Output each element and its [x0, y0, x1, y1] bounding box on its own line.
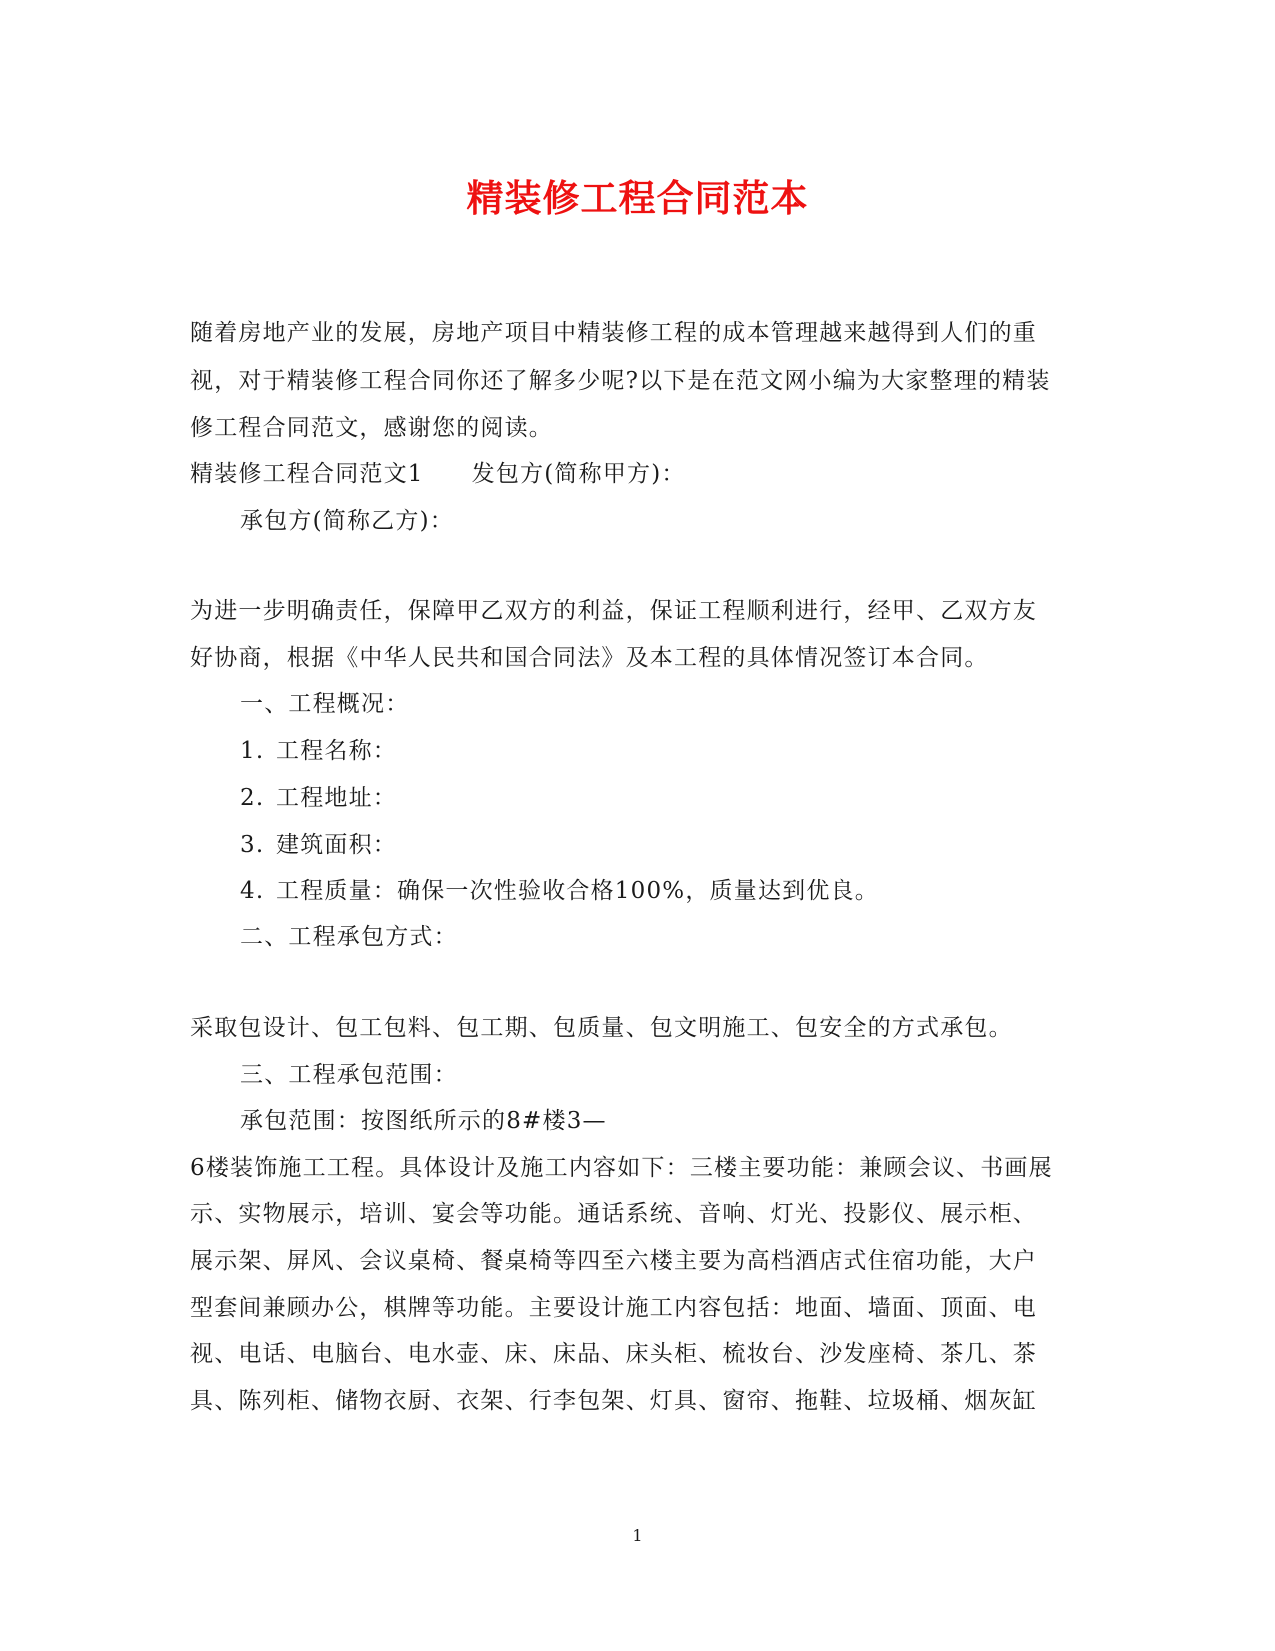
item-text: 工程地址：: [276, 785, 397, 811]
page-title: 精装修工程合同范本: [466, 176, 809, 220]
page-number: 1: [632, 1526, 643, 1545]
party-b-label: 承包方(简称乙方)：: [240, 508, 454, 534]
item-number: 3.: [240, 832, 265, 858]
item-text: 工程名称：: [276, 738, 397, 764]
item-number: 2.: [240, 785, 265, 811]
scope-line-4: 型套间兼顾办公，棋牌等功能。主要设计施工内容包括：地面、墙面、顶面、电: [190, 1295, 1037, 1321]
purpose-line-2: 好协商，根据《中华人民共和国合同法》及本工程的具体情况签订本合同。: [190, 645, 989, 671]
intro-line-1: 随着房地产业的发展，房地产项目中精装修工程的成本管理越来越得到人们的重: [190, 320, 1037, 346]
item-text: 工程质量：确保一次性验收合格100%，质量达到优良。: [276, 878, 879, 904]
section-2-heading: 二、工程承包方式：: [240, 924, 458, 950]
sample-heading: 精装修工程合同范文1: [190, 461, 424, 487]
section-1-item-1: [240, 736, 397, 766]
section-2-body: 采取包设计、包工包料、包工期、包质量、包文明施工、包安全的方式承包。: [190, 1015, 1013, 1041]
scope-line-1: 6楼装饰施工工程。具体设计及施工内容如下：三楼主要功能：兼顾会议、书画展: [190, 1155, 1053, 1181]
item-number: 4.: [240, 878, 265, 904]
scope-line-2: 示、实物展示，培训、宴会等功能。通话系统、音响、灯光、投影仪、展示柜、: [190, 1201, 1037, 1227]
scope-line-6: 具、陈列柜、储物衣厨、衣架、行李包架、灯具、窗帘、拖鞋、垃圾桶、烟灰缸: [190, 1388, 1037, 1414]
sample-heading-line: [190, 459, 686, 489]
section-1-item-3: [240, 830, 397, 860]
scope-line-5: 视、电话、电脑台、电水壶、床、床品、床头柜、梳妆台、沙发座椅、茶几、茶: [190, 1341, 1037, 1367]
party-a-label: 发包方(简称甲方)：: [471, 461, 686, 487]
section-1-item-2: [240, 783, 397, 813]
scope-line-3: 展示架、屏风、会议桌椅、餐桌椅等四至六楼主要为高档酒店式住宿功能，大户: [190, 1248, 1037, 1274]
intro-line-2: 视，对于精装修工程合同你还了解多少呢?以下是在范文网小编为大家整理的精装: [190, 368, 1051, 394]
section-1-heading: 一、工程概况：: [240, 691, 410, 717]
section-1-item-4: [240, 876, 879, 906]
purpose-line-1: 为进一步明确责任，保障甲乙双方的利益，保证工程顺利进行，经甲、乙双方友: [190, 598, 1037, 624]
section-3-scope-first: 承包范围：按图纸所示的8#楼3—: [240, 1108, 607, 1134]
item-number: 1.: [240, 738, 265, 764]
item-text: 建筑面积：: [276, 832, 397, 858]
intro-line-3: 修工程合同范文，感谢您的阅读。: [190, 415, 553, 441]
section-3-heading: 三、工程承包范围：: [240, 1062, 458, 1088]
